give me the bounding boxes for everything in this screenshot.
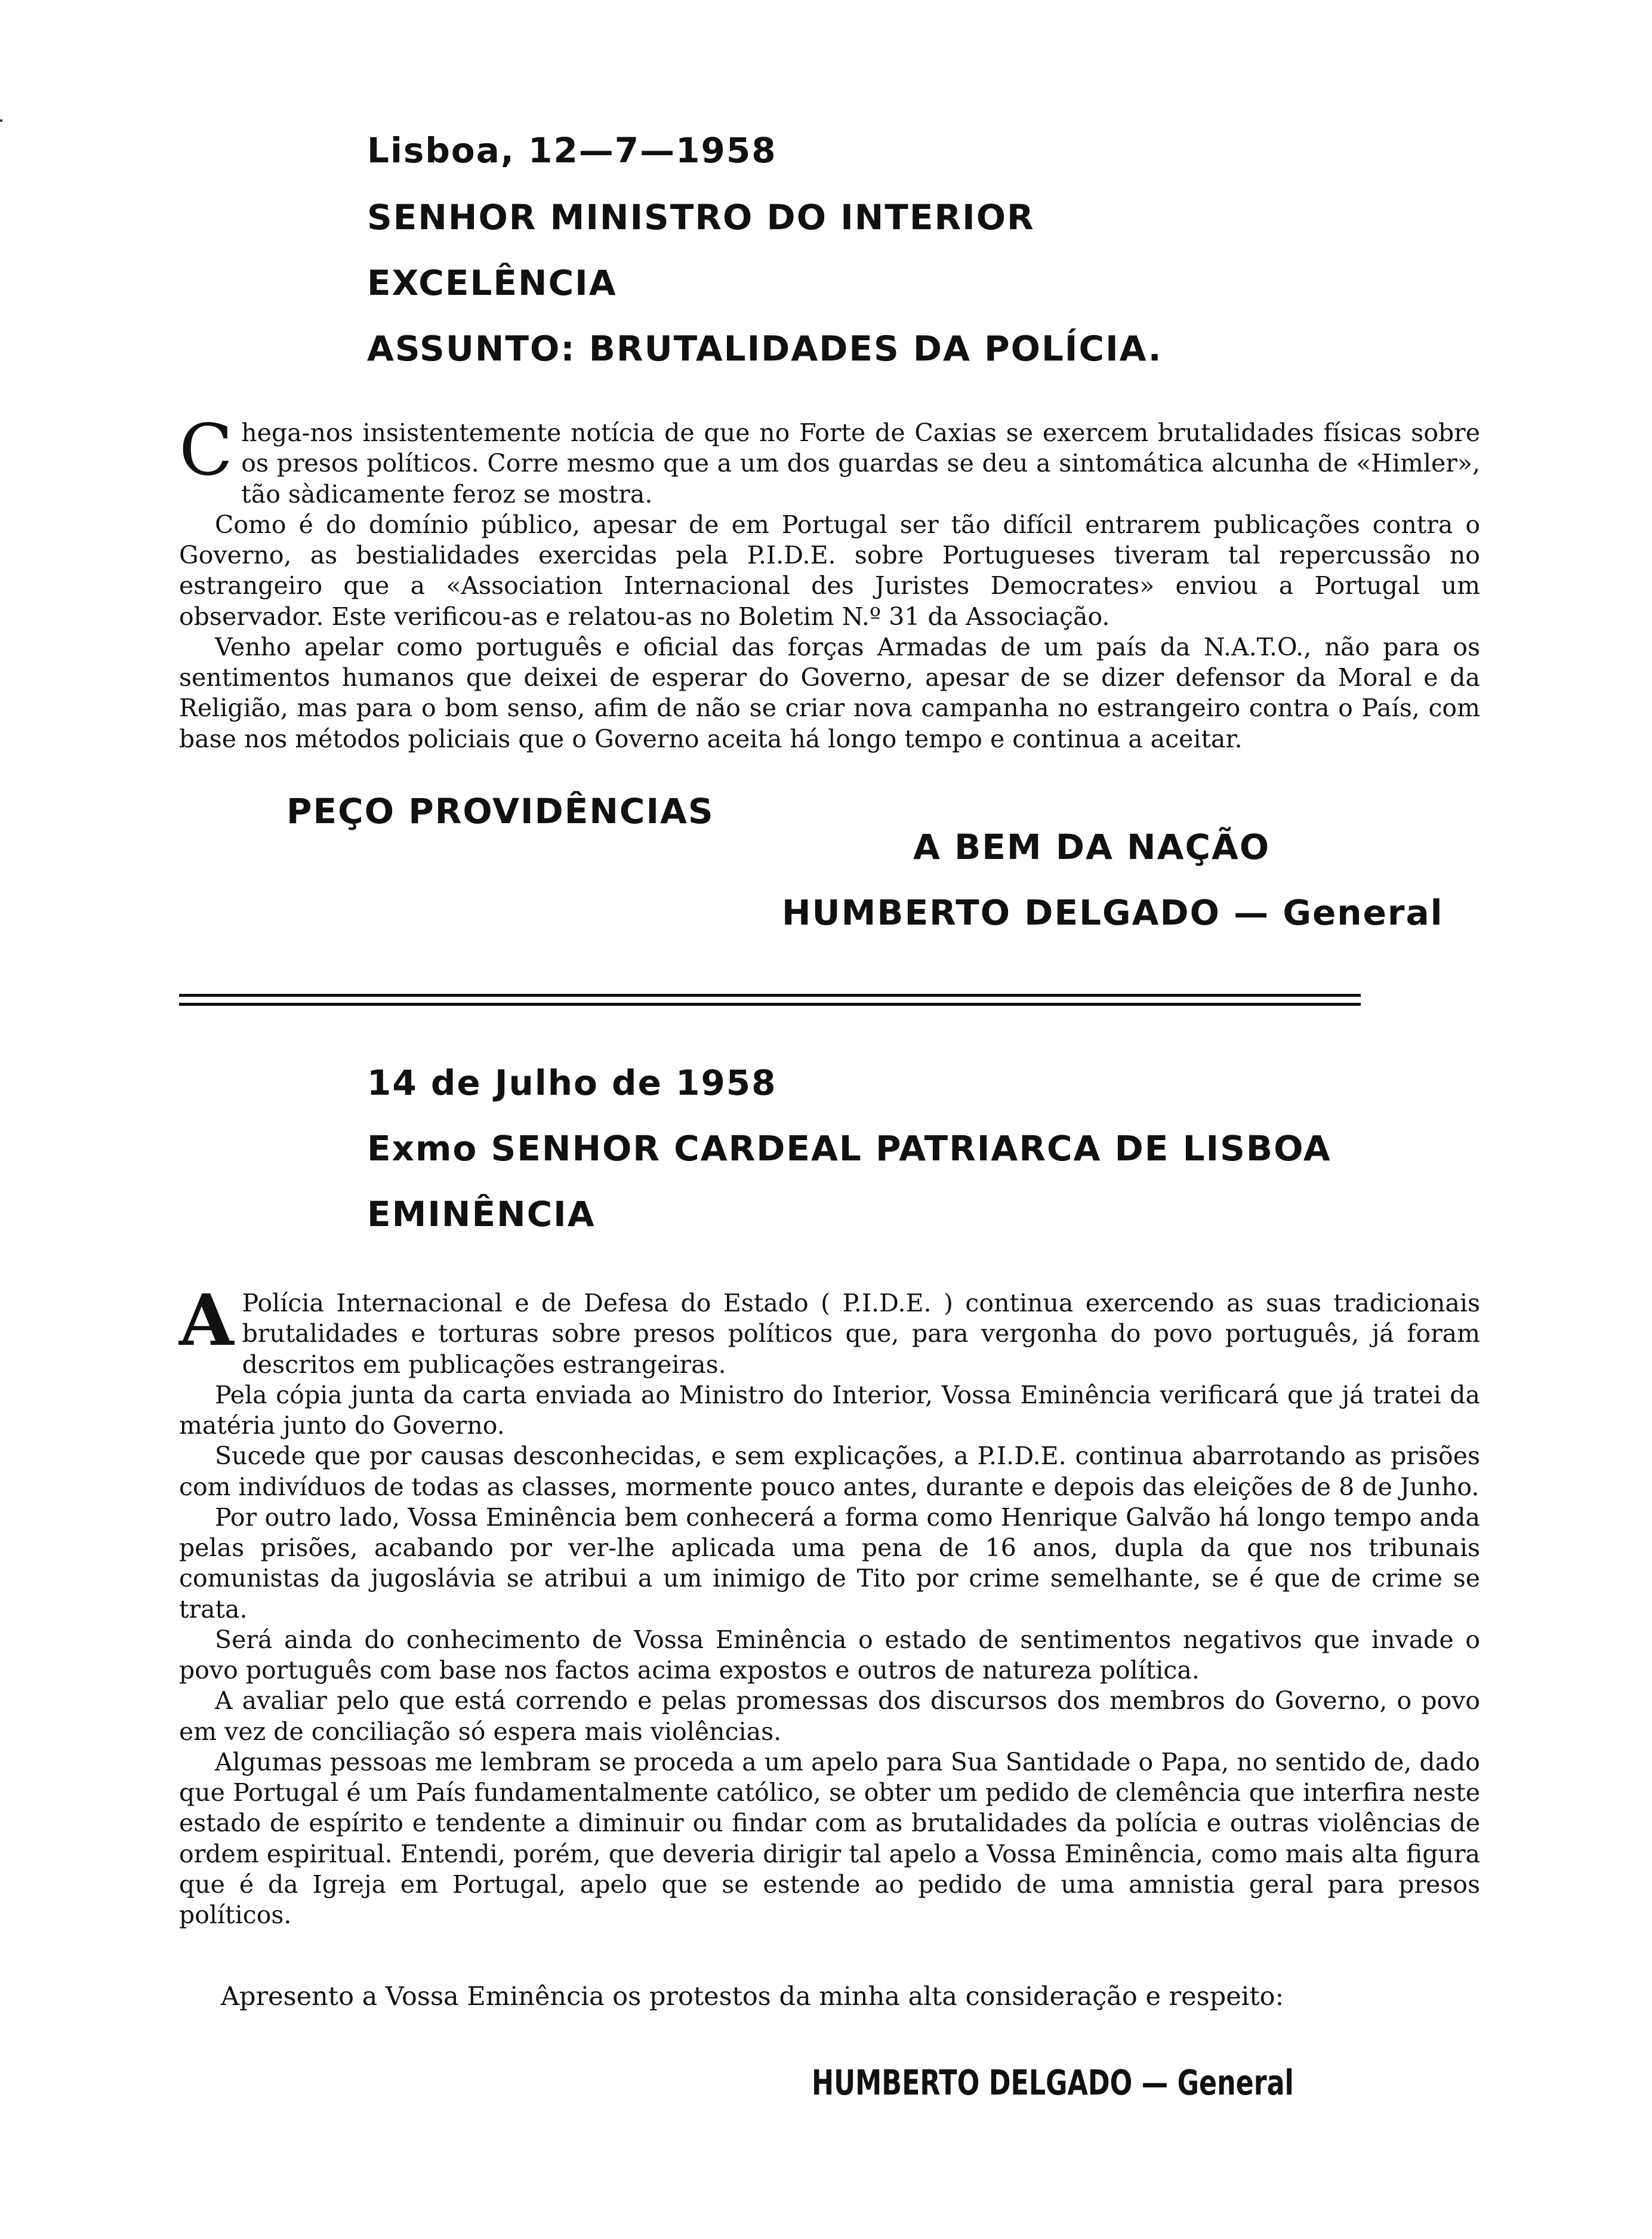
letter1-paragraph-1 bbox=[179, 409, 1480, 510]
scan-speck bbox=[0, 119, 2, 122]
divider-line-top bbox=[179, 994, 1361, 997]
letter1-paragraph-1-text: hega-nos insistentemente notícia de que no Forte de Caxias se exercem brutalidades físicas sobre os presos políticos. Corre mesmo que a um dos guardas se deu a sintomática alcunha de «Himler», tão sàdicamente feroz se mostra. bbox=[241, 418, 1480, 509]
letter2-salutation: EMINÊNCIA bbox=[367, 1194, 596, 1234]
letter1-paragraph-3: Venho apelar como português e oficial das forças Armadas de um país da N.A.T.O., não para os sentimentos humanos que deixei de esperar do Governo, apesar de se dizer defensor da Moral e da Religião, mas para o bom senso, afim de não se criar nova campanha no estrangeiro contra o País, com base nos métodos policiais que o Governo aceita há longo tempo e continua a aceitar. bbox=[179, 632, 1480, 753]
divider-line-bottom bbox=[179, 1003, 1361, 1006]
letter1-paragraph-2: Como é do domínio público, apesar de em Portugal ser tão difícil entrarem publicações contra o Governo, as bestialidades exercidas pela P.I.D.E. sobre Portugueses tiveram tal repercussão no estrangeiro que a «Association Internacional des Juristes Democrates» enviou a Portugal um observador. Este verificou-as e relatou-as no Boletim N.º 31 da Associação. bbox=[179, 510, 1480, 631]
letter2-paragraph-2: Pela cópia junta da carta enviada ao Ministro do Interior, Vossa Eminência verificará que já tratei da matéria junto do Governo. bbox=[179, 1380, 1480, 1440]
letter1-body bbox=[179, 409, 1480, 754]
letter1-signature: HUMBERTO DELGADO — General bbox=[782, 892, 1444, 933]
letter2-recipient: Exmo SENHOR CARDEAL PATRIARCA DE LISBOA bbox=[367, 1128, 1332, 1169]
letter2-date: 14 de Julho de 1958 bbox=[367, 1062, 777, 1103]
letter2-closing: Apresento a Vossa Eminência os protestos da minha alta consideração e respeito: bbox=[221, 1982, 1284, 2012]
letter1-dropcap: C bbox=[179, 409, 233, 491]
letter2-dropcap: A bbox=[179, 1279, 234, 1362]
letter1-request: PEÇO PROVIDÊNCIAS bbox=[286, 791, 714, 831]
letter1-recipient: SENHOR MINISTRO DO INTERIOR bbox=[367, 197, 1035, 238]
letter2-paragraph-1 bbox=[179, 1279, 1480, 1380]
letter2-paragraph-1-text: Polícia Internacional e de Defesa do Estado ( P.I.D.E. ) continua exercendo as suas tradicionais brutalidades e torturas sobre presos políticos que, para vergonha do povo português, já foram descritos em publicações estrangeiras. bbox=[242, 1289, 1480, 1379]
letter1-date: Lisboa, 12—7—1958 bbox=[367, 130, 777, 171]
letter2-signature: HUMBERTO DELGADO — General bbox=[812, 2062, 1294, 2103]
letter2-paragraph-4: Por outro lado, Vossa Eminência bem conhecerá a forma como Henrique Galvão há longo tempo anda pelas prisões, acabando por ver-lhe aplicada uma pena de 16 anos, dupla da que nos tribunais comunistas da jugoslávia se atribui a um inimigo de Tito por crime semelhante, se é que de crime se trata. bbox=[179, 1502, 1480, 1624]
letter2-body bbox=[179, 1279, 1480, 1930]
letter2-paragraph-7: Algumas pessoas me lembram se proceda a um apelo para Sua Santidade o Papa, no sentido de, dado que Portugal é um País fundamentalmente católico, se obter um pedido de clemência que interfira neste estado de espírito e tendente a diminuir ou findar com as brutalidades da polícia e outras violências de ordem espiritual. Entendi, porém, que deveria dirigir tal apelo a Vossa Eminência, como mais alta figura que é da Igreja em Portugal, apelo que se estende ao pedido de uma amnistia geral para presos políticos. bbox=[179, 1747, 1480, 1929]
letter1-closing: A BEM DA NAÇÃO bbox=[913, 827, 1271, 867]
letter1-salutation: EXCELÊNCIA bbox=[367, 263, 617, 303]
letter1-subject: ASSUNTO: BRUTALIDADES DA POLÍCIA. bbox=[367, 328, 1163, 369]
letter2-paragraph-5: Será ainda do conhecimento de Vossa Eminência o estado de sentimentos negativos que invade o povo português com base nos factos acima expostos e outros de natureza política. bbox=[179, 1625, 1480, 1684]
letter2-paragraph-6: A avaliar pelo que está correndo e pelas promessas dos discursos dos membros do Governo, o povo em vez de conciliação só espera mais violências. bbox=[179, 1686, 1480, 1746]
letter2-paragraph-3: Sucede que por causas desconhecidas, e sem explicações, a P.I.D.E. continua abarrotando as prisões com indivíduos de todas as classes, mormente pouco antes, durante e depois das eleições de 8 de Junho. bbox=[179, 1442, 1480, 1501]
